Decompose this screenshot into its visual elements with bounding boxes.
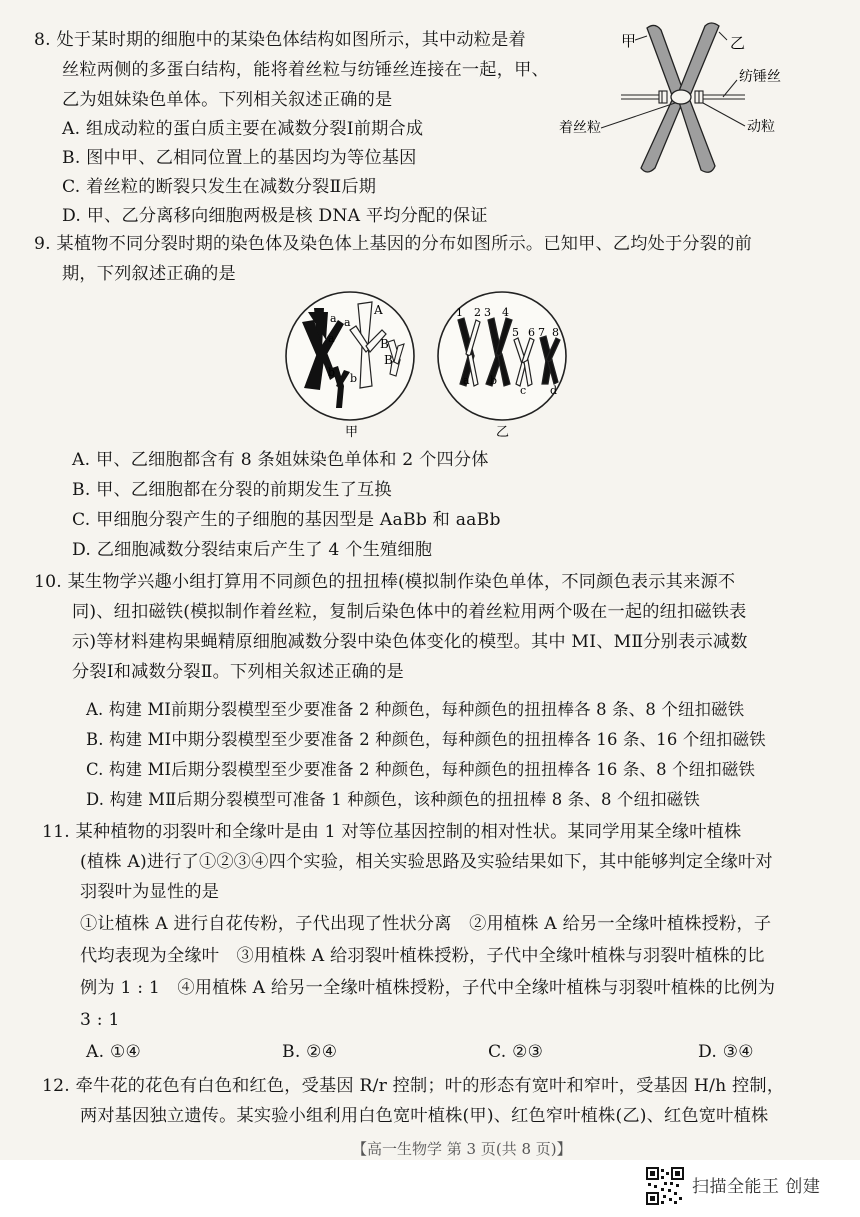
cell-yi: [438, 292, 566, 440]
chromosome-number: 1: [456, 306, 463, 319]
q11-option-d: D. ③④: [698, 1042, 754, 1062]
q11-option-c: C. ②③: [488, 1042, 544, 1062]
gene-label: d: [550, 384, 558, 397]
chromosome-number: 5: [512, 326, 519, 339]
q9-option-b: B. 甲、乙细胞都在分裂的前期发生了互换: [72, 480, 392, 500]
gene-label: a: [463, 374, 470, 387]
label-jia: 甲: [621, 32, 637, 50]
gene-label: a: [330, 312, 337, 325]
cell-jia: [286, 292, 414, 440]
q11-stem-line4: ①让植株 A 进行自花传粉，子代出现了性状分离 ②用植株 A 给另一全缘叶植株授粉，子: [80, 914, 772, 934]
q9-cells-figure: [280, 290, 580, 440]
q8-stem-line2: 丝粒两侧的多蛋白结构，能将着丝粒与纺锤丝连接在一起，甲、: [62, 60, 549, 80]
q11-option-a: A. ①④: [86, 1042, 142, 1062]
cell-label-yi: 乙: [496, 425, 510, 440]
q11-stem-line2: (植株 A)进行了①②③④四个实验，相关实验思路及实验结果如下，其中能够判定全缘叶对: [80, 852, 773, 872]
q8-option-c: C. 着丝粒的断裂只发生在减数分裂Ⅱ后期: [62, 177, 377, 197]
qr-code-icon: [646, 1167, 684, 1205]
q8-stem-line1: 8. 处于某时期的细胞中的某染色体结构如图所示，其中动粒是着: [34, 30, 526, 50]
gene-label: a: [344, 316, 351, 329]
chromosome-number: 3: [484, 306, 491, 319]
q10-option-c: C. 构建 MⅠ后期分裂模型至少要准备 2 种颜色，每种颜色的扭扭棒各 16 条、8 个纽扣磁铁: [86, 760, 756, 779]
q10-option-d: D. 构建 MⅡ后期分裂模型可准备 1 种颜色，该种颜色的扭扭棒 8 条、8 个纽扣磁铁: [86, 790, 700, 809]
q9-option-c: C. 甲细胞分裂产生的子细胞的基因型是 AaBb 和 aaBb: [72, 510, 501, 530]
scanner-watermark: 扫描全能王 创建: [692, 1177, 821, 1197]
q11-stem-line6: 例为 1 : 1 ④用植株 A 给另一全缘叶植株授粉，子代中全缘叶植株与羽裂叶植株的比例为: [80, 978, 776, 998]
q11-stem-line3: 羽裂叶为显性的是: [80, 882, 220, 902]
gene-label: b: [328, 366, 336, 379]
gene-label: b: [350, 372, 358, 385]
q12-stem-line2: 两对基因独立遗传。某实验小组利用白色宽叶植株(甲)、红色窄叶植株(乙)、红色宽叶植株: [80, 1106, 769, 1126]
centromere: [671, 90, 691, 104]
label-yi: 乙: [730, 34, 746, 52]
label-spindle: 纺锤丝: [739, 69, 781, 85]
q9-option-a: A. 甲、乙细胞都含有 8 条姐妹染色单体和 2 个四分体: [72, 450, 489, 470]
q10-option-b: B. 构建 MⅠ中期分裂模型至少要准备 2 种颜色，每种颜色的扭扭棒各 16 条、16 个纽扣磁铁: [86, 730, 766, 749]
cell-label-jia: 甲: [345, 425, 359, 440]
chromosome-number: 8: [552, 326, 559, 339]
gene-label: a: [328, 332, 335, 345]
q9-stem-line1: 9. 某植物不同分裂时期的染色体及染色体上基因的分布如图所示。已知甲、乙均处于分裂的前: [34, 234, 752, 254]
gene-label: b: [490, 374, 498, 387]
q10-stem-line2: 同)、纽扣磁铁(模拟制作着丝粒，复制后染色体中的着丝粒用两个吸在一起的纽扣磁铁表: [72, 602, 747, 622]
q11-stem-line5: 代均表现为全缘叶 ③用植株 A 给羽裂叶植株授粉，子代中全缘叶植株与羽裂叶植株的比: [80, 946, 765, 966]
label-kinetochore: 动粒: [747, 119, 775, 135]
q10-stem-line3: 示)等材料建构果蝇精原细胞减数分裂中染色体变化的模型。其中 MⅠ、MⅡ分别表示减数: [72, 632, 748, 652]
gene-label: B: [380, 337, 389, 351]
q10-stem-line4: 分裂Ⅰ和减数分裂Ⅱ。下列相关叙述正确的是: [72, 662, 404, 682]
chromosome-number: 6: [528, 326, 535, 339]
chromosome-number: 2: [474, 306, 481, 319]
q9-option-d: D. 乙细胞减数分裂结束后产生了 4 个生殖细胞: [72, 540, 433, 560]
chromosome-number: 7: [538, 326, 545, 339]
gene-label: B: [384, 353, 393, 367]
gene-label: A: [374, 303, 383, 317]
q11-option-b: B. ②④: [282, 1042, 338, 1062]
q8-option-d: D. 甲、乙分离移向细胞两极是核 DNA 平均分配的保证: [62, 206, 488, 226]
q11-stem-line7: 3 : 1: [80, 1010, 120, 1030]
label-centromere: 着丝粒: [559, 120, 601, 136]
q11-stem-line1: 11. 某种植物的羽裂叶和全缘叶是由 1 对等位基因控制的相对性状。某同学用某全缘叶植株: [42, 822, 742, 842]
q8-option-a: A. 组成动粒的蛋白质主要在减数分裂Ⅰ前期合成: [62, 119, 424, 139]
gene-label: c: [520, 384, 527, 397]
q12-stem-line1: 12. 牵牛花的花色有白色和红色，受基因 R/r 控制；叶的形态有宽叶和窄叶，受基因 H/h 控制，: [42, 1076, 785, 1096]
q8-option-b: B. 图中甲、乙相同位置上的基因均为等位基因: [62, 148, 417, 168]
q8-chromosome-figure: [555, 18, 795, 183]
page-footer-text: 【高一生物学 第 3 页(共 8 页)】: [352, 1140, 572, 1158]
q10-stem-line1: 10. 某生物学兴趣小组打算用不同颜色的扭扭棒(模拟制作染色单体，不同颜色表示其来源不: [34, 572, 736, 592]
q8-stem-line3: 乙为姐妹染色单体。下列相关叙述正确的是: [62, 90, 393, 110]
q10-option-a: A. 构建 MⅠ前期分裂模型至少要准备 2 种颜色，每种颜色的扭扭棒各 8 条、8 个纽扣磁铁: [86, 700, 745, 719]
chromosome-number: 4: [502, 306, 509, 319]
q9-stem-line2: 期，下列叙述正确的是: [62, 264, 236, 284]
